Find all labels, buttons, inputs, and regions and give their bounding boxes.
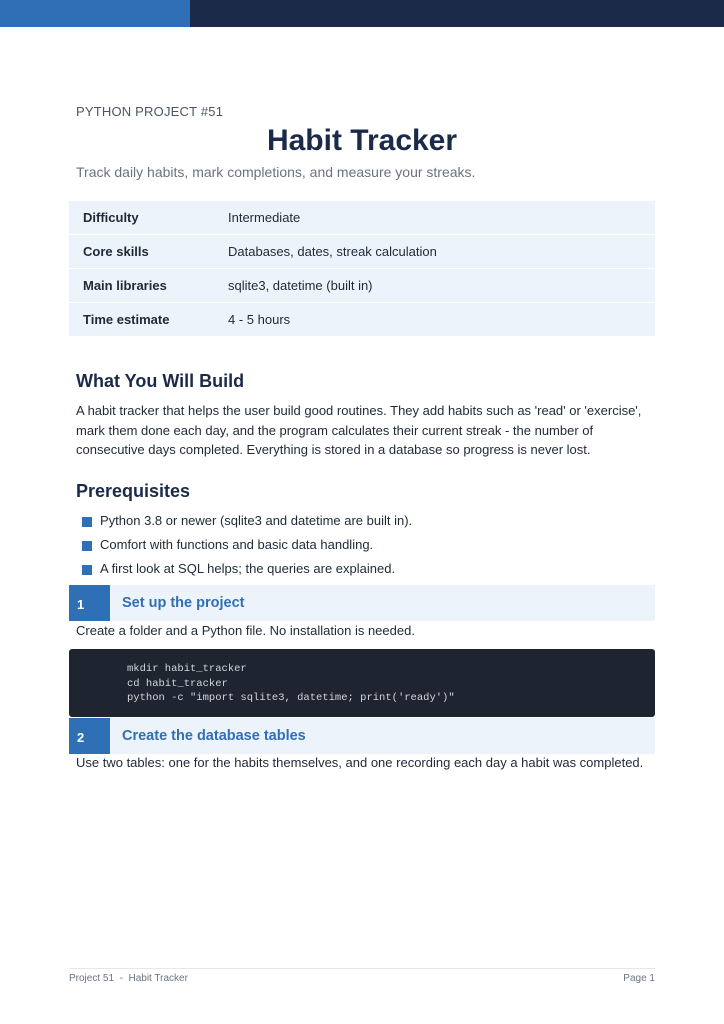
square-bullet-icon xyxy=(82,541,92,551)
list-item-text: Python 3.8 or newer (sqlite3 and datetime are built in). xyxy=(100,513,413,528)
page-title: Habit Tracker xyxy=(266,124,458,157)
info-row xyxy=(69,303,655,337)
info-value: Databases, dates, streak calculation xyxy=(228,235,655,269)
info-key: Difficulty xyxy=(69,201,228,235)
step-2-description: Use two tables: one for the habits themselves, and one recording each day a habit was completed. xyxy=(76,755,644,770)
list-item xyxy=(82,536,412,560)
square-bullet-icon xyxy=(82,517,92,527)
list-item-text: Comfort with functions and basic data handling. xyxy=(100,537,374,552)
info-key: Main libraries xyxy=(69,269,228,303)
step-title: Set up the project xyxy=(122,595,245,611)
info-row xyxy=(69,269,655,303)
project-info-table xyxy=(69,201,655,337)
info-key: Core skills xyxy=(69,235,228,269)
info-value: sqlite3, datetime (built in) xyxy=(228,269,655,303)
step-number-badge xyxy=(69,718,110,754)
prerequisites-list xyxy=(82,512,412,584)
footer-page-number: Page 1 xyxy=(623,973,655,984)
build-description: A habit tracker that helps the user build good routines. They add habits such as 'read' or 'exercise', mark them done each day, and the program calculates their current streak - the number of consecutive days completed. Everything is stored in a database so progress is never lost. xyxy=(76,403,642,457)
list-item xyxy=(82,512,412,536)
prerequisites-heading: Prerequisites xyxy=(76,481,191,501)
info-value: Intermediate xyxy=(228,201,655,235)
top-banner-accent xyxy=(0,0,190,27)
step-number-badge xyxy=(69,585,110,621)
info-row xyxy=(69,201,655,235)
step-1-header xyxy=(69,585,655,621)
info-value: 4 - 5 hours xyxy=(228,303,655,337)
step-2-header xyxy=(69,718,655,754)
project-eyebrow: PYTHON PROJECT #51 xyxy=(76,104,224,119)
page-subtitle: Track daily habits, mark completions, and measure your streaks. xyxy=(76,164,476,180)
square-bullet-icon xyxy=(82,565,92,575)
list-item-text: A first look at SQL helps; the queries are explained. xyxy=(100,561,396,576)
build-heading: What You Will Build xyxy=(76,371,245,391)
code-block xyxy=(69,649,655,717)
footer-project-label: Project 51 - Habit Tracker xyxy=(69,973,188,984)
top-banner xyxy=(0,0,724,27)
code-text: mkdir habit_tracker cd habit_tracker python -c "import sqlite3, datetime; print('ready')" xyxy=(127,663,455,704)
step-1-description: Create a folder and a Python file. No installation is needed. xyxy=(76,623,415,638)
footer-divider xyxy=(69,968,655,969)
step-number: 2 xyxy=(77,730,85,745)
info-row xyxy=(69,235,655,269)
info-key: Time estimate xyxy=(69,303,228,337)
step-title: Create the database tables xyxy=(122,728,306,744)
list-item xyxy=(82,560,412,584)
step-number: 1 xyxy=(77,597,85,612)
